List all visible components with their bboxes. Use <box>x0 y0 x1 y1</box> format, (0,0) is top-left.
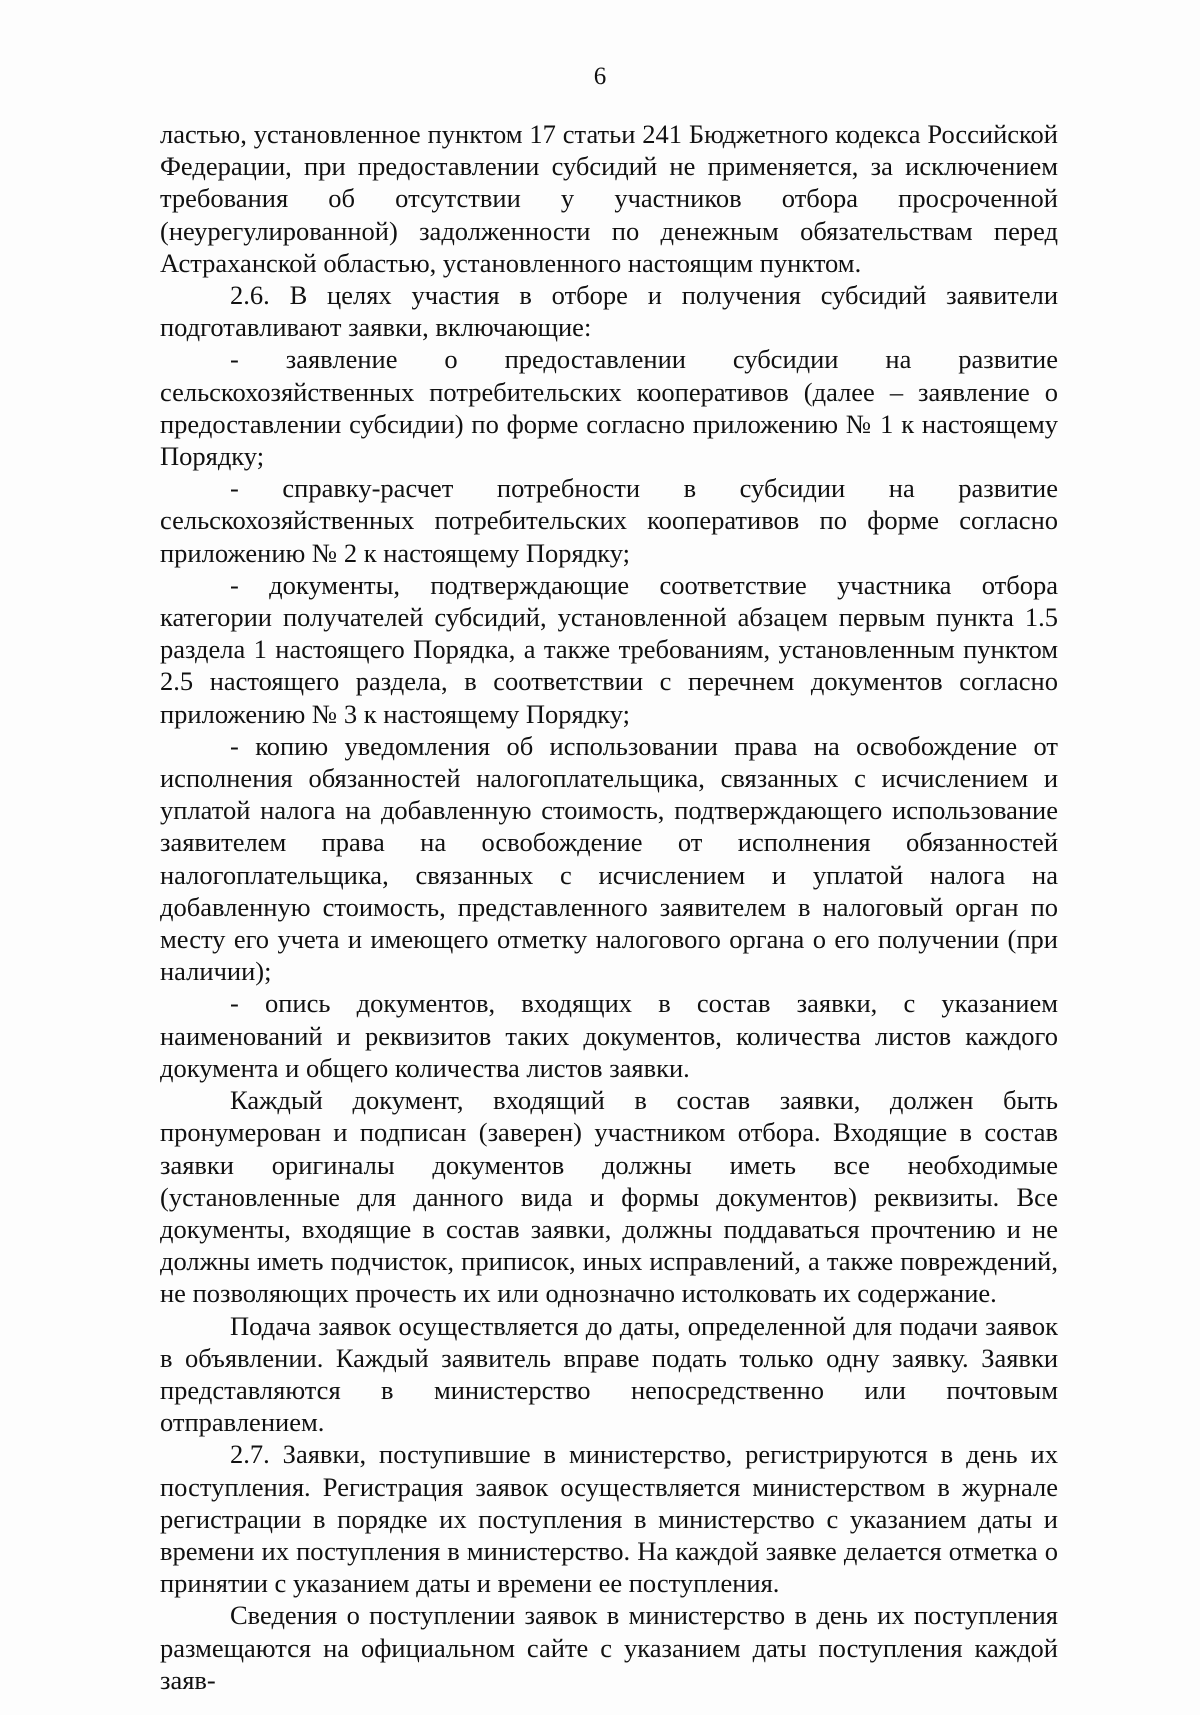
paragraph-publication: Сведения о поступлении заявок в министерство в день их поступления размещаются на официальном сайте с указанием даты поступления каждой заяв- <box>160 1600 1058 1695</box>
page-number: 6 <box>593 63 607 90</box>
paragraph-submission-deadline: Подача заявок осуществляется до даты, определенной для подачи заявок в объявлении. Каждый заявитель вправе подать только одну заявку. Заявки представляются в министерство непосредственно или почтовым отправлением. <box>160 1310 1058 1438</box>
paragraph-document-requirements: Каждый документ, входящий в состав заявки, должен быть пронумерован и подписан (заверен) участником отбора. Входящие в состав заявки оригиналы документов должны иметь все необходимые (установленные для данного вида и формы документов) реквизиты. Все документы, входящие в состав заявки, должны поддаваться прочтению и не должны иметь подчисток, приписок, иных исправлений, а также повреждений, не позволяющих прочесть их или однозначно истолковать их содержание. <box>160 1085 1058 1309</box>
paragraph-2-6-intro: 2.6. В целях участия в отборе и получения субсидий заявители подготавливают заявки, включающие: <box>160 280 1058 343</box>
list-item-document-inventory: - опись документов, входящих в состав заявки, с указанием наименований и реквизитов таких документов, количества листов каждого документа и общего количества листов заявки. <box>160 988 1058 1083</box>
paragraph-continuation: ластью, установленное пунктом 17 статьи 241 Бюджетного кодекса Российской Федерации, при предоставлении субсидий не применяется, за исключением требования об отсутствии у участников отбора просроченной (неурегулированной) задолженности по денежным обязательствам перед Астраханской областью, установленного настоящим пунктом. <box>160 119 1058 278</box>
list-item-supporting-documents: - документы, подтверждающие соответствие участника отбора категории получателей субсидий, установленной абзацем первым пункта 1.5 раздела 1 настоящего Порядка, а также требованиям, установленным пунктом 2.5 настоящего раздела, в соответствии с перечнем документов согласно приложению № 3 к настоящему Порядку; <box>160 569 1058 729</box>
list-item-vat-notice-copy: - копию уведомления об использовании права на освобождение от исполнения обязанностей налогоплательщика, связанных с исчислением и уплатой налога на добавленную стоимость, подтверждающего использование заявителем права на освобождение от исполнения обязанностей налогоплательщика, связанных с исчислением и уплатой налога на добавленную стоимость, представленного заявителем в налоговый орган по месту его учета и имеющего отметку налогового органа о его получении (при наличии); <box>160 730 1058 987</box>
document-body <box>160 118 1058 1696</box>
list-item-calculation: - справку-расчет потребности в субсидии на развитие сельскохозяйственных потребительских кооперативов по форме согласно приложению № 2 к настоящему Порядку; <box>160 473 1058 568</box>
list-item-application: - заявление о предоставлении субсидии на развитие сельскохозяйственных потребительских кооперативов (далее – заявление о предоставлении субсидии) по форме согласно приложению № 1 к настоящему Порядку; <box>160 344 1058 472</box>
paragraph-2-7-registration: 2.7. Заявки, поступившие в министерство, регистрируются в день их поступления. Регистрация заявок осуществляется министерством в журнале регистрации в порядке их поступления в министерство с указанием даты и времени их поступления в министерство. На каждой заявке делается отметка о принятии с указанием даты и времени ее поступления. <box>160 1439 1058 1599</box>
